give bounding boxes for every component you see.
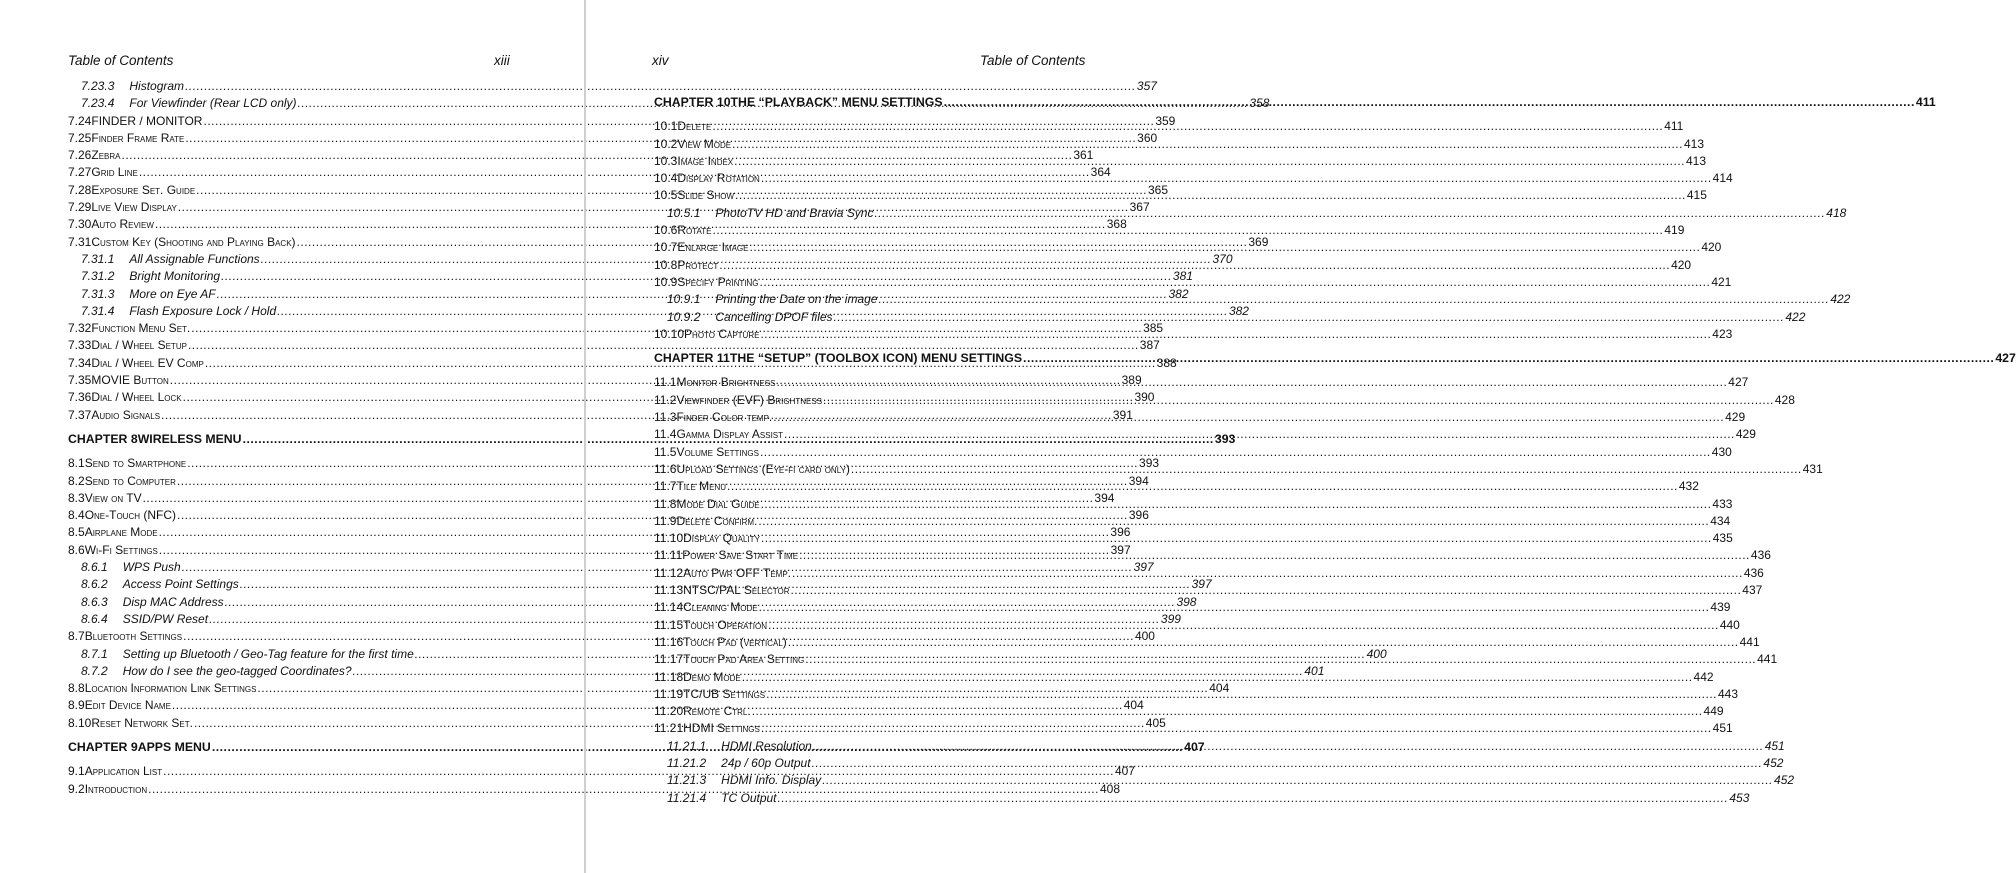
- toc-entry-page-number: 394: [1094, 490, 1115, 505]
- dot-leader: [822, 772, 1773, 789]
- toc-entry-number: 11.21.3: [667, 773, 707, 788]
- toc-entry-number: 7.29: [68, 200, 92, 215]
- toc-entry-number: 10.9: [654, 274, 678, 289]
- toc-entry-page-number: 436: [1743, 565, 1764, 580]
- dot-leader: [834, 309, 1785, 326]
- toc-entry-number: 11.4: [654, 427, 677, 442]
- toc-entry-title: Send to Smartphone: [84, 456, 187, 471]
- toc-entry-number: 7.33: [68, 338, 92, 353]
- toc-entry-number: 10.5: [654, 188, 678, 203]
- dot-leader: [944, 94, 1915, 111]
- dot-leader: [823, 392, 1774, 409]
- toc-entry-page-number: 430: [1711, 444, 1732, 459]
- dot-leader: [750, 239, 1701, 256]
- toc-entry-number: 7.34: [68, 355, 92, 370]
- running-header-page-number: xiii: [494, 53, 510, 68]
- toc-entry-title: Specify Printing: [677, 274, 759, 289]
- toc-entry-page-number: 433: [1712, 496, 1733, 511]
- toc-entry-page-number: 382: [1228, 303, 1249, 318]
- toc-entry-page-number: 398: [1176, 594, 1197, 609]
- toc-entry-page-number: 413: [1683, 136, 1704, 151]
- dot-leader: [799, 547, 1750, 564]
- dot-leader: [719, 257, 1670, 274]
- toc-entry-title: Live View Display: [91, 200, 177, 215]
- dot-leader: [713, 222, 1664, 239]
- toc-entry-number: 11.6: [654, 461, 677, 476]
- toc-entry-page-number: 414: [1712, 171, 1733, 186]
- toc-entry-title: Access Point Settings: [122, 577, 239, 592]
- toc-entry-page-number: 420: [1671, 257, 1692, 272]
- toc-entry-title: Bright Monitoring: [129, 269, 221, 284]
- toc-entry-number: 8.6.2: [81, 577, 108, 592]
- dot-leader: [773, 409, 1724, 426]
- toc-entry-title: APPS MENU: [137, 739, 211, 754]
- toc-entry-title: For Viewfinder (Rear LCD only): [129, 96, 297, 111]
- toc-entry-number: 8.10: [68, 715, 92, 730]
- toc-entry-page-number: 423: [1712, 326, 1733, 341]
- toc-entry-page-number: 435: [1712, 531, 1733, 546]
- toc-entry-number: 7.31.2: [81, 269, 115, 284]
- toc-entry-title: Rotate: [677, 223, 712, 238]
- dot-leader: [878, 291, 1829, 308]
- toc-entry-title: Dial / Wheel EV Comp: [91, 355, 204, 370]
- toc-entry-number: 8.4: [68, 508, 85, 523]
- dot-leader: [761, 720, 1712, 737]
- toc-entry-number: 8.9: [68, 698, 85, 713]
- toc-entry-number: 11.21: [654, 721, 684, 736]
- toc-entry-number: 7.24: [68, 113, 92, 128]
- running-header-page-number: xiv: [652, 53, 669, 68]
- toc-entry-number: 9.1: [68, 764, 85, 779]
- toc-entry-title: WPS Push: [122, 560, 181, 575]
- toc-entry-page-number: 421: [1711, 274, 1732, 289]
- toc-entry[interactable]: [68, 337, 1160, 354]
- toc-entry-page-number: 413: [1685, 153, 1707, 168]
- toc-entry-title: Grid Line: [91, 165, 138, 180]
- toc-entry-number: CHAPTER 10: [654, 95, 731, 109]
- toc-entry-title: Flash Exposure Lock / Hold: [129, 303, 277, 318]
- toc-entry-number: 8.8: [68, 681, 85, 696]
- running-header-title: Table of Contents: [68, 53, 174, 68]
- dot-leader: [805, 651, 1756, 668]
- toc-entry-page-number: 401: [1304, 663, 1325, 678]
- toc-entry-title: Auto Pwr OFF Temp.: [683, 565, 791, 580]
- toc-entry-page-number: 358: [1249, 96, 1270, 111]
- toc-entry-title: FINDER / MONITOR: [91, 113, 203, 128]
- dot-leader: [760, 326, 1711, 343]
- toc-entry-title: Dial / Wheel Setup: [91, 338, 187, 353]
- toc-entry-page-number: 429: [1725, 410, 1746, 425]
- toc-entry-page-number: 364: [1090, 165, 1111, 180]
- toc-entry-number: CHAPTER 11: [654, 351, 730, 366]
- toc-entry-page-number: 393: [1214, 431, 1236, 446]
- toc-subentry[interactable]: [654, 790, 1750, 807]
- toc-entry-page-number: 390: [1134, 390, 1155, 405]
- toc-entry-number: 7.23.4: [81, 96, 115, 111]
- dot-leader: [732, 136, 1683, 153]
- toc-entry-number: 7.23.3: [81, 79, 115, 93]
- running-header-title: Table of Contents: [980, 53, 1086, 68]
- dot-leader: [727, 478, 1678, 495]
- toc-entry-page-number: 441: [1739, 634, 1760, 649]
- toc-entry-title: Disp MAC Address: [122, 594, 224, 609]
- toc-entry-page-number: 382: [1168, 286, 1189, 301]
- toc-entry-title: Custom Key (Shooting and Playing Back): [91, 234, 296, 249]
- toc-entry-number: 10.7: [654, 240, 678, 255]
- toc-entry-page-number: 360: [1137, 130, 1158, 145]
- toc-entry-title: THE “SETUP” (TOOLBOX ICON) MENU SETTINGS: [729, 351, 1023, 366]
- toc-entry-title: Monitor Brightness: [676, 375, 776, 390]
- dot-leader: [874, 205, 1825, 222]
- toc-entry-title: Function Menu Set.: [91, 321, 191, 336]
- toc-entry-number: 8.6: [68, 542, 85, 557]
- toc-entry-page-number: 397: [1191, 577, 1212, 592]
- toc-entry-page-number: 361: [1073, 148, 1094, 163]
- toc-entry-page-number: 404: [1209, 681, 1230, 696]
- dot-leader: [813, 738, 1764, 755]
- toc-entry[interactable]: [68, 763, 1135, 780]
- toc-entry-page-number: 397: [1110, 542, 1131, 557]
- toc-entry-page-number: 391: [1112, 407, 1133, 422]
- toc-entry-title: Slide Show: [677, 188, 735, 203]
- toc-entry-title: Printing the Date on the image: [715, 292, 878, 307]
- toc-entry-number: 11.14: [654, 600, 684, 615]
- toc-entry-page-number: 397: [1133, 560, 1154, 575]
- toc-entry-number: 11.10: [654, 531, 684, 546]
- toc-entry-number: 11.20: [654, 704, 684, 719]
- toc-entry-number: 8.5: [68, 525, 85, 540]
- toc-entry-title: Tile Menu: [676, 479, 727, 494]
- toc-entry-page-number: 451: [1764, 738, 1785, 753]
- toc-entry-number: 11.18: [654, 669, 684, 684]
- toc-entry-title: Mode Dial Guide: [676, 496, 760, 511]
- toc-entry-page-number: 396: [1128, 508, 1149, 523]
- toc-entry-number: 7.31: [68, 234, 92, 249]
- toc-entry-title: Touch Pad (vertical): [683, 634, 787, 649]
- toc-entry-title: Location Information Link Settings: [84, 681, 257, 696]
- toc-subentry[interactable]: [68, 78, 1157, 95]
- toc-entry-page-number: 434: [1710, 513, 1731, 528]
- dot-leader: [761, 170, 1712, 187]
- toc-entry-title: TC Output: [721, 790, 777, 805]
- toc-entry-page-number: 396: [1110, 525, 1131, 540]
- toc-entry-page-number: 369: [1248, 234, 1269, 249]
- toc-entry-page-number: 399: [1160, 611, 1181, 626]
- toc-entry-number: 7.27: [68, 165, 92, 180]
- toc-entry-number: 8.7.1: [81, 646, 108, 661]
- dot-leader: [784, 426, 1735, 443]
- toc-entry-title: All Assignable Functions: [129, 251, 260, 266]
- toc-entry-number: 11.12: [654, 565, 684, 580]
- toc-entry-number: 11.13: [654, 583, 684, 598]
- toc-entry-page-number: 408: [1099, 781, 1120, 796]
- toc-entry-title: Display Quality: [683, 531, 760, 546]
- toc-entry-page-number: 400: [1366, 646, 1387, 661]
- toc-entry-number: 11.15: [654, 617, 684, 632]
- dot-leader: [768, 617, 1719, 634]
- toc-entry-number: 11.21.2: [667, 755, 707, 770]
- toc-entry-page-number: 368: [1106, 217, 1127, 232]
- toc-entry-page-number: 440: [1719, 617, 1740, 632]
- dot-leader: [790, 582, 1741, 599]
- toc-entry-number: 10.10: [654, 326, 685, 341]
- toc-entry-page-number: 393: [1139, 456, 1160, 471]
- toc-entry-title: Send to Computer: [84, 473, 176, 488]
- toc-entry-title: Gamma Display Assist: [676, 427, 784, 442]
- toc-entry-title: Application List: [84, 764, 163, 779]
- dot-leader: [761, 496, 1712, 513]
- toc-entry-page-number: 429: [1735, 427, 1756, 442]
- toc-entry-number: 10.9.2: [667, 309, 701, 324]
- toc-entry-page-number: 418: [1826, 205, 1847, 220]
- toc-entry-title: Introduction: [84, 781, 148, 796]
- toc-entry-number: 7.31.1: [81, 251, 115, 266]
- dot-leader: [1023, 350, 1994, 367]
- toc-entry-number: 7.36: [68, 390, 92, 405]
- toc-entry-page-number: 411: [1915, 95, 1936, 109]
- toc-entry-number: 8.6.1: [81, 560, 108, 575]
- toc-entry-title: Exposure Set. Guide: [91, 182, 196, 197]
- toc-entry-number: 11.1: [654, 375, 677, 390]
- dot-leader: [851, 461, 1802, 478]
- toc-entry-title: One-Touch (NFC): [84, 508, 177, 523]
- toc-entry-page-number: 365: [1148, 182, 1169, 197]
- toc-entry-title: Display Rotation: [677, 171, 760, 186]
- dot-leader: [742, 669, 1693, 686]
- toc-entry-page-number: 394: [1128, 473, 1149, 488]
- toc-entry-page-number: 381: [1172, 269, 1193, 284]
- dot-leader: [734, 153, 1685, 170]
- dot-leader: [735, 187, 1686, 204]
- toc-entry-number: 8.7.2: [81, 663, 108, 678]
- toc-entry-number: 11.9: [654, 513, 677, 528]
- toc-entry-page-number: 428: [1774, 392, 1795, 407]
- toc-entry-title: Cancelling DPOF files: [715, 309, 833, 324]
- toc-entry-title: Finder Frame Rate: [91, 130, 185, 145]
- toc-entry-page-number: 432: [1678, 479, 1699, 494]
- toc-entry-title: Remote Ctrl.: [683, 704, 751, 719]
- toc-entry-number: 7.31.3: [81, 286, 115, 301]
- toc-entry-title: HDMI Settings: [683, 721, 760, 736]
- dot-leader: [792, 565, 1743, 582]
- dot-leader: [759, 274, 1710, 291]
- toc-entry-number: 7.35: [68, 373, 92, 388]
- toc-entry-page-number: 359: [1155, 113, 1176, 128]
- toc-entry-title: Viewfinder (EVF) Brightness: [676, 392, 823, 407]
- toc-entry-title: 24p / 60p Output: [721, 755, 811, 770]
- toc-entry-page-number: 420: [1701, 240, 1722, 255]
- toc-entry-page-number: 415: [1686, 188, 1707, 203]
- toc-entry-number: 8.1: [68, 456, 85, 471]
- toc-entry-title: Histogram: [129, 79, 185, 93]
- toc-entry-number: 10.4: [654, 171, 678, 186]
- toc-entry-number: 10.9.1: [667, 292, 701, 307]
- toc-entry-title: Cleaning Mode: [683, 600, 758, 615]
- toc-entry-page-number: 407: [1184, 739, 1205, 754]
- toc-entry-page-number: 385: [1143, 321, 1164, 336]
- toc-entry-number: 10.5.1: [667, 205, 701, 220]
- toc-entry-page-number: 388: [1156, 355, 1177, 370]
- toc-entry-title: Bluetooth Settings: [84, 629, 183, 644]
- toc-entry-number: 9.2: [68, 781, 85, 796]
- toc-entry-number: CHAPTER 9: [68, 739, 138, 754]
- toc-entry-page-number: 442: [1693, 669, 1714, 684]
- toc-entry-page-number: 422: [1785, 309, 1806, 324]
- toc-entry-number: 10.1: [654, 119, 678, 134]
- toc-entry-title: Finder Color temp.: [676, 410, 773, 425]
- toc-entry-page-number: 436: [1750, 548, 1771, 563]
- dot-leader: [760, 444, 1711, 461]
- toc-entry-number: 10.8: [654, 257, 678, 272]
- toc-entry-page-number: 370: [1212, 251, 1233, 266]
- toc-entry-page-number: 427: [1995, 351, 2016, 366]
- toc-entry-page-number: 441: [1757, 652, 1778, 667]
- toc-entry-title: Touch Pad Area Setting: [683, 652, 805, 667]
- dot-leader: [778, 790, 1729, 807]
- toc-entry-title: THE “PLAYBACK” MENU SETTINGS: [730, 95, 943, 109]
- toc-entry-title: Auto Review: [91, 217, 154, 232]
- toc-entry-number: 7.28: [68, 182, 92, 197]
- toc-entry-number: 11.21.1: [667, 738, 707, 753]
- toc-entry-page-number: 407: [1114, 764, 1135, 779]
- toc-entry-number: 8.7: [68, 629, 85, 644]
- toc-entry-number: 10.6: [654, 223, 678, 238]
- toc-entry-number: 10.3: [654, 153, 678, 168]
- toc-entry-page-number: 431: [1802, 461, 1823, 476]
- toc-entry-number: 11.17: [654, 652, 684, 667]
- toc-entry-title: HDMI Info. Display: [721, 773, 822, 788]
- toc-entry-title: Photo Capture: [684, 326, 760, 341]
- dot-leader: [766, 686, 1717, 703]
- toc-entry-title: View on TV: [84, 490, 142, 505]
- toc-entry-number: 8.3: [68, 490, 85, 505]
- toc-entry-page-number: 405: [1145, 715, 1166, 730]
- toc-entry-title: WIRELESS MENU: [137, 431, 242, 446]
- dot-leader: [712, 118, 1663, 135]
- toc-entry-page-number: 437: [1742, 583, 1763, 598]
- toc-entry-title: Image Index: [677, 153, 734, 168]
- toc-entry-title: Enlarge Image: [677, 240, 749, 255]
- toc-entry-number: 7.32: [68, 321, 92, 336]
- toc-entry-title: SSID/PW Reset: [122, 611, 209, 626]
- toc-entry-title: More on Eye AF: [129, 286, 216, 301]
- toc-entry-page-number: 427: [1728, 375, 1749, 390]
- toc-entry-title: Zebra: [91, 148, 121, 163]
- toc-entry-page-number: 419: [1664, 223, 1685, 238]
- toc-entry[interactable]: [654, 444, 1732, 461]
- toc-entry-number: 7.37: [68, 407, 92, 422]
- toc-entry-number: 7.25: [68, 130, 92, 145]
- toc-entry-number: 11.8: [654, 496, 677, 511]
- toc-entry-title: PhotoTV HD and Bravia Sync: [715, 205, 874, 220]
- toc-entry-title: How do I see the geo-tagged Coordinates?: [122, 663, 352, 678]
- toc-entry-number: CHAPTER 8: [68, 431, 138, 446]
- dot-leader: [776, 374, 1727, 391]
- toc-entry-page-number: 452: [1763, 755, 1784, 770]
- toc-entry-page-number: 422: [1830, 292, 1851, 307]
- toc-entry-number: 7.30: [68, 217, 92, 232]
- toc-entry-page-number: 389: [1121, 373, 1142, 388]
- toc-entry-number: 7.26: [68, 148, 92, 163]
- toc-entry-page-number: 439: [1710, 600, 1731, 615]
- toc-entry-number: 11.21.4: [667, 790, 707, 805]
- toc-entry-title: Setting up Bluetooth / Geo-Tag feature for the first time: [122, 646, 414, 661]
- dot-leader: [759, 599, 1710, 616]
- toc-entry-title: View Mode: [677, 136, 732, 151]
- toc-entry-number: 11.5: [654, 444, 677, 459]
- toc-entry-page-number: 453: [1729, 790, 1750, 805]
- dot-leader: [758, 513, 1709, 530]
- toc-entry-number: 11.3: [654, 410, 677, 425]
- toc-entry-number: 11.19: [654, 686, 684, 701]
- toc-entry-title: Airplane Mode: [84, 525, 158, 540]
- toc-entry-number: 11.16: [654, 634, 684, 649]
- toc-entry-title: Upload Settings (Eye-fi card only): [676, 461, 850, 476]
- toc-entry-title: Power Save Start Time: [682, 548, 799, 563]
- dot-leader: [788, 634, 1739, 651]
- toc-entry-title: Delete: [677, 119, 712, 134]
- dot-leader: [812, 755, 1763, 772]
- toc-entry-number: 11.11: [654, 548, 683, 563]
- toc-entry-title: Protect: [677, 257, 719, 272]
- dot-leader: [761, 530, 1712, 547]
- toc-entry-title: Wi-Fi Settings: [84, 542, 158, 557]
- toc-entry-number: 10.2: [654, 136, 678, 151]
- toc-entry-number: 8.6.4: [81, 611, 108, 626]
- toc-entry-page-number: 357: [1136, 79, 1157, 93]
- toc-entry-title: MOVIE Button: [91, 373, 169, 388]
- dot-leader: [752, 703, 1703, 720]
- toc-entry-page-number: 443: [1717, 686, 1739, 701]
- toc-entry-title: Dial / Wheel Lock: [91, 390, 182, 405]
- toc-entry-title: HDMI Resolution: [721, 738, 812, 753]
- toc-entry-page-number: 411: [1664, 119, 1684, 134]
- toc-entry-page-number: 404: [1123, 698, 1144, 713]
- toc-entry-page-number: 452: [1774, 773, 1795, 788]
- toc-entry-page-number: 451: [1712, 721, 1733, 736]
- toc-entry-title: Delete Confirm.: [676, 513, 758, 528]
- toc-entry-title: Edit Device Name: [84, 698, 171, 713]
- toc-entry-title: Demo Mode: [683, 669, 741, 684]
- toc-entry-title: Reset Network Set.: [91, 715, 193, 730]
- toc-entry-number: 8.2: [68, 473, 85, 488]
- toc-entry-number: 11.2: [654, 392, 677, 407]
- toc-entry-number: 8.6.3: [81, 594, 108, 609]
- toc-entry-page-number: 449: [1703, 704, 1724, 719]
- toc-entry-title: Touch Operation: [683, 617, 767, 632]
- toc-entry-number: 11.7: [654, 479, 677, 494]
- toc-entry-title: Volume Settings: [676, 444, 759, 459]
- toc-entry-number: 7.31.4: [81, 303, 115, 318]
- toc-entry-title: NTSC/PAL Selector: [683, 583, 790, 598]
- toc-entry-page-number: 367: [1129, 200, 1150, 215]
- toc-entry-title: TC/UB Settings: [683, 686, 766, 701]
- toc-entry-page-number: 400: [1134, 629, 1155, 644]
- toc-entry-title: Audio Signals: [91, 407, 161, 422]
- toc-entry-page-number: 387: [1139, 338, 1160, 353]
